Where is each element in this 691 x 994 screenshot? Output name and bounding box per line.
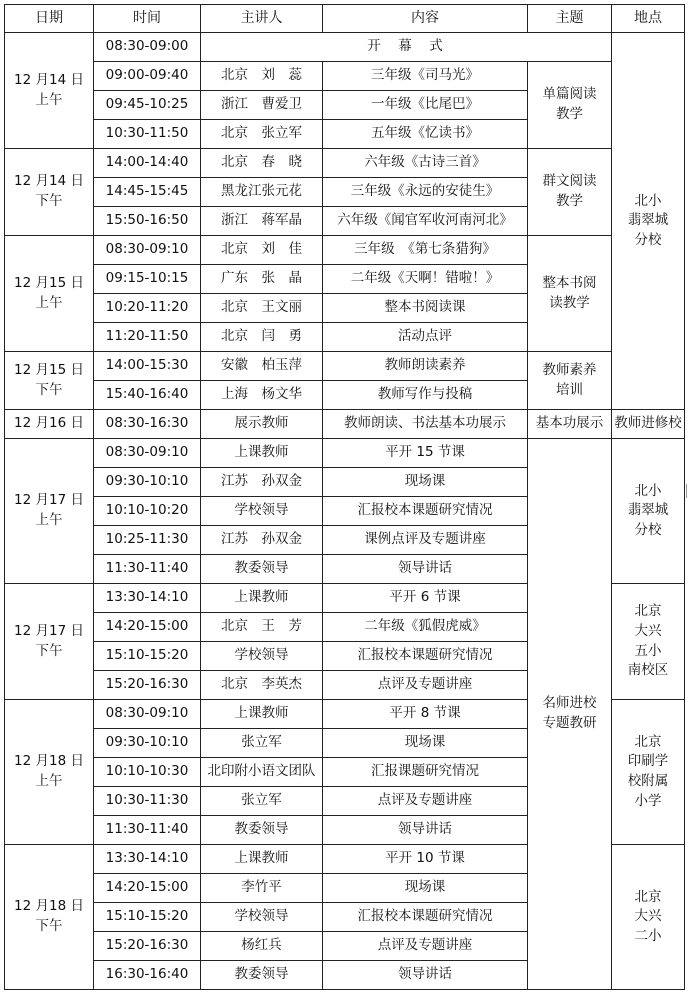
content-cell: 六年级《闻官军收河南河北》	[323, 207, 528, 236]
date-cell: 12 月15 日 下午	[5, 352, 94, 410]
location-cell: 北京 大兴 二小	[612, 845, 685, 990]
content-cell: 汇报校本课题研究情况	[323, 642, 528, 671]
content-cell: 三年级 《第七条猎狗》	[323, 236, 528, 265]
content-cell: 点评及专题讲座	[323, 787, 528, 816]
content-cell: 三年级《司马光》	[323, 62, 528, 91]
speaker-cell: 上课教师	[201, 700, 323, 729]
time-cell: 09:45-10:25	[94, 91, 201, 120]
content-cell: 活动点评	[323, 323, 528, 352]
speaker-cell: 北印附小语文团队	[201, 758, 323, 787]
time-cell: 14:45-15:45	[94, 178, 201, 207]
speaker-cell: 北京 王文丽	[201, 294, 323, 323]
speaker-cell: 北京 张立军	[201, 120, 323, 149]
date-cell: 12 月14 日 上午	[5, 33, 94, 149]
speaker-cell: 上课教师	[201, 584, 323, 613]
speaker-cell: 黑龙江张元花	[201, 178, 323, 207]
speaker-cell: 广东 张 晶	[201, 265, 323, 294]
content-cell: 汇报校本课题研究情况	[323, 497, 528, 526]
date-cell: 12 月17 日 上午	[5, 439, 94, 584]
content-cell: 现场课	[323, 468, 528, 497]
theme-cell: 基本功展示	[528, 410, 612, 439]
speaker-cell: 北京 王 芳	[201, 613, 323, 642]
content-cell: 整本书阅读课	[323, 294, 528, 323]
time-cell: 10:30-11:50	[94, 120, 201, 149]
speaker-cell: 北京 闫 勇	[201, 323, 323, 352]
time-cell: 13:30-14:10	[94, 584, 201, 613]
content-cell: 三年级《永远的安徒生》	[323, 178, 528, 207]
time-cell: 10:20-11:20	[94, 294, 201, 323]
content-cell: 一年级《比尾巴》	[323, 91, 528, 120]
location-cell: 北小 翡翠城 分校	[612, 439, 685, 584]
content-cell: 课例点评及专题讲座	[323, 526, 528, 555]
time-cell: 15:40-16:40	[94, 381, 201, 410]
time-cell: 08:30-09:10	[94, 236, 201, 265]
date-cell: 12 月15 日 上午	[5, 236, 94, 352]
time-cell: 11:30-11:40	[94, 555, 201, 584]
content-cell: 二年级《狐假虎威》	[323, 613, 528, 642]
schedule-table	[4, 4, 685, 990]
theme-cell: 群文阅读 教学	[528, 149, 612, 236]
theme-cell: 名师进校 专题教研	[528, 439, 612, 990]
speaker-cell: 学校领导	[201, 903, 323, 932]
content-cell: 平开 8 节课	[323, 700, 528, 729]
theme-cell: 单篇阅读 教学	[528, 62, 612, 149]
time-cell: 14:00-15:30	[94, 352, 201, 381]
location-cell: 北小 翡翠城 分校	[612, 33, 685, 410]
header-row	[5, 5, 685, 33]
location-cell: 北京 大兴 五小 南校区	[612, 584, 685, 700]
header-date: 日期	[5, 5, 94, 33]
content-cell: 二年级《天啊！错啦！》	[323, 265, 528, 294]
speaker-cell: 北京 春 晓	[201, 149, 323, 178]
speaker-cell: 教委领导	[201, 961, 323, 990]
table-row	[5, 33, 685, 62]
date-cell: 12 月17 日 下午	[5, 584, 94, 700]
content-cell: 平开 15 节课	[323, 439, 528, 468]
content-cell: 教师朗读素养	[323, 352, 528, 381]
time-cell: 14:20-15:00	[94, 613, 201, 642]
time-cell: 14:20-15:00	[94, 874, 201, 903]
time-cell: 10:10-10:30	[94, 758, 201, 787]
content-cell: 平开 10 节课	[323, 845, 528, 874]
time-cell: 09:30-10:10	[94, 468, 201, 497]
speaker-cell: 上课教师	[201, 845, 323, 874]
time-cell: 08:30-09:10	[94, 700, 201, 729]
table-row	[5, 236, 685, 265]
content-cell: 六年级《古诗三首》	[323, 149, 528, 178]
speaker-cell: 江苏 孙双金	[201, 526, 323, 555]
speaker-cell: 学校领导	[201, 642, 323, 671]
time-cell: 08:30-16:30	[94, 410, 201, 439]
header-location: 地点	[612, 5, 685, 33]
date-cell: 12 月16 日	[5, 410, 94, 439]
speaker-cell: 李竹平	[201, 874, 323, 903]
time-cell: 15:20-16:30	[94, 932, 201, 961]
header-content: 内容	[323, 5, 528, 33]
header-speaker: 主讲人	[201, 5, 323, 33]
time-cell: 10:30-11:30	[94, 787, 201, 816]
location-cell: 北京 印刷学 校附属 小学	[612, 700, 685, 845]
speaker-cell: 张立军	[201, 729, 323, 758]
time-cell: 13:30-14:10	[94, 845, 201, 874]
date-cell: 12 月18 日 上午	[5, 700, 94, 845]
speaker-cell: 安徽 柏玉萍	[201, 352, 323, 381]
time-cell: 15:50-16:50	[94, 207, 201, 236]
content-cell: 教师写作与投稿	[323, 381, 528, 410]
speaker-cell: 杨红兵	[201, 932, 323, 961]
table-row	[5, 352, 685, 381]
speaker-cell: 北京 李英杰	[201, 671, 323, 700]
time-cell: 09:15-10:15	[94, 265, 201, 294]
time-cell: 15:20-16:30	[94, 671, 201, 700]
content-cell: 教师朗读、书法基本功展示	[323, 410, 528, 439]
speaker-cell: 张立军	[201, 787, 323, 816]
table-row	[5, 410, 685, 439]
time-cell: 14:00-14:40	[94, 149, 201, 178]
content-cell: 开 幕 式	[201, 33, 612, 62]
content-cell: 领导讲话	[323, 961, 528, 990]
content-cell: 平开 6 节课	[323, 584, 528, 613]
time-cell: 09:00-09:40	[94, 62, 201, 91]
speaker-cell: 教委领导	[201, 816, 323, 845]
speaker-cell: 学校领导	[201, 497, 323, 526]
speaker-cell: 浙江 曹爱卫	[201, 91, 323, 120]
content-cell: 现场课	[323, 729, 528, 758]
time-cell: 11:30-11:40	[94, 816, 201, 845]
time-cell: 09:30-10:10	[94, 729, 201, 758]
date-cell: 12 月18 日 下午	[5, 845, 94, 990]
table-row	[5, 62, 685, 91]
page-edge-marker	[686, 484, 690, 498]
content-cell: 点评及专题讲座	[323, 932, 528, 961]
content-cell: 领导讲话	[323, 555, 528, 584]
location-cell: 教师进修校	[612, 410, 685, 439]
time-cell: 08:30-09:10	[94, 439, 201, 468]
time-cell: 15:10-15:20	[94, 903, 201, 932]
content-cell: 领导讲话	[323, 816, 528, 845]
content-cell: 五年级《忆读书》	[323, 120, 528, 149]
header-theme: 主题	[528, 5, 612, 33]
content-cell: 汇报课题研究情况	[323, 758, 528, 787]
time-cell: 16:30-16:40	[94, 961, 201, 990]
speaker-cell: 上海 杨文华	[201, 381, 323, 410]
speaker-cell: 上课教师	[201, 439, 323, 468]
table-row	[5, 439, 685, 468]
content-cell: 汇报校本课题研究情况	[323, 903, 528, 932]
time-cell: 10:25-11:30	[94, 526, 201, 555]
time-cell: 08:30-09:00	[94, 33, 201, 62]
theme-cell: 整本书阅 读教学	[528, 236, 612, 352]
content-cell: 现场课	[323, 874, 528, 903]
time-cell: 11:20-11:50	[94, 323, 201, 352]
content-cell: 点评及专题讲座	[323, 671, 528, 700]
speaker-cell: 展示教师	[201, 410, 323, 439]
speaker-cell: 教委领导	[201, 555, 323, 584]
speaker-cell: 浙江 蒋军晶	[201, 207, 323, 236]
header-time: 时间	[94, 5, 201, 33]
theme-cell: 教师素养 培训	[528, 352, 612, 410]
time-cell: 15:10-15:20	[94, 642, 201, 671]
speaker-cell: 江苏 孙双金	[201, 468, 323, 497]
table-row	[5, 149, 685, 178]
time-cell: 10:10-10:20	[94, 497, 201, 526]
date-cell: 12 月14 日 下午	[5, 149, 94, 236]
speaker-cell: 北京 刘 蕊	[201, 62, 323, 91]
speaker-cell: 北京 刘 佳	[201, 236, 323, 265]
